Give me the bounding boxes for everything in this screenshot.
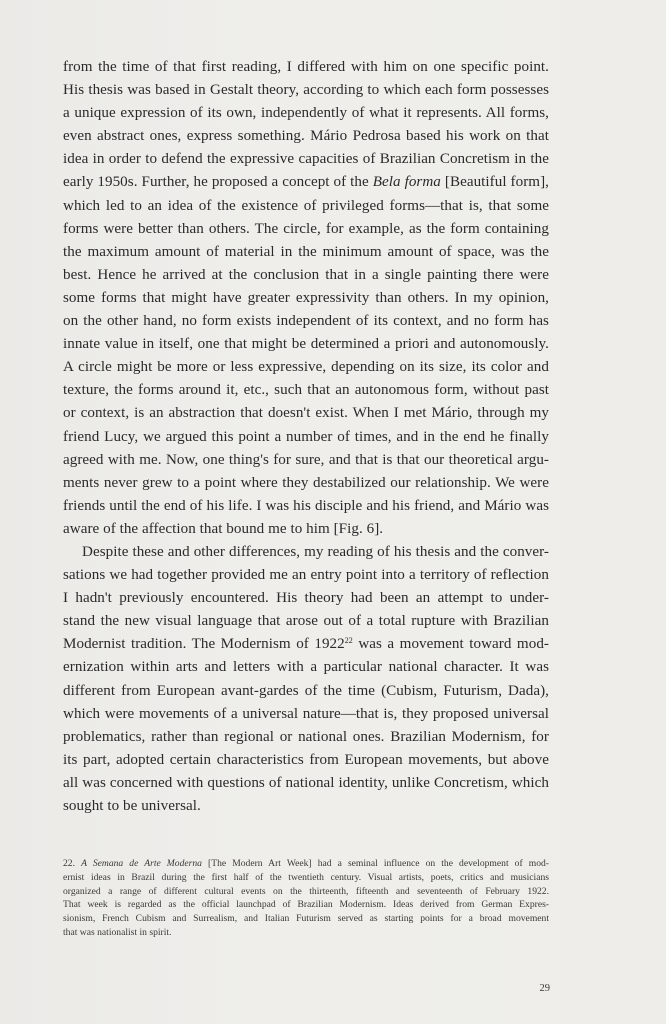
page-number: 29 — [539, 983, 550, 994]
text-line: best. Hence he arrived at the conclusion that in a single painting there were — [63, 266, 549, 283]
text-line: the maximum amount of material in the minimum amount of space, was the — [63, 243, 549, 260]
footnote-line — [63, 857, 549, 871]
paragraph-1 — [63, 56, 549, 541]
footnote-reference[interactable]: 22 — [344, 636, 353, 646]
text-line: some forms that might have greater expressivity than others. In my opinion, — [63, 289, 549, 306]
text-line: A circle might be more or less expressive, depending on its size, its color and — [63, 359, 549, 376]
footnote-number: 22. — [63, 858, 75, 869]
text-line: even abstract ones, express something. Mário Pedrosa based his work on that — [63, 128, 549, 145]
text-line: a unique expression of its own, independently of what it represents. All forms, — [63, 105, 549, 122]
text-line: ernization within arts and letters with a particular national character. It was — [63, 659, 549, 676]
text-line: friend Lucy, we argued this point a number of times, and in the end he finally — [63, 428, 549, 445]
text-line: His thesis was based in Gestalt theory, according to which each form possesses — [63, 82, 549, 99]
footnote-line: ernist ideas in Brazil during the first half of the twentieth century. Visual artists, poets, critics and musicians — [63, 871, 549, 883]
text-line: I hadn't previously encountered. His theory had been an attempt to under- — [63, 590, 549, 607]
text-line: its part, adopted certain characteristics from European movements, but above — [63, 751, 549, 768]
text-line: or context, is an abstraction that doesn't exist. When I met Mário, through my — [63, 405, 549, 422]
text-run: early 1950s. Further, he proposed a concept of the — [63, 174, 373, 191]
text-line — [63, 171, 549, 194]
text-line: idea in order to defend the expressive capacities of Brazilian Concretism in the — [63, 151, 549, 168]
text-line: Despite these and other differences, my reading of his thesis and the conver- — [82, 543, 549, 560]
text-line: sought to be universal. — [63, 798, 201, 814]
text-line: sations we had together provided me an entry point into a territory of reflection — [63, 567, 549, 584]
main-text — [63, 56, 549, 818]
text-line: different from European avant-gardes of the time (Cubism, Futurism, Dada), — [63, 682, 549, 699]
footnote-line: sionism, French Cubism and Surrealism, and Italian Futurism served as starting points for a broad movement — [63, 913, 549, 925]
footnote-line: that was nationalist in spirit. — [63, 926, 172, 938]
footnote-line: That week is regarded as the official launchpad of Brazilian Modernism. Ideas derived from German Expres- — [63, 899, 549, 911]
text-line: stand the new visual language that arose out of a total rupture with Brazilian — [63, 613, 549, 630]
footnote-title: A Semana de Arte Moderna — [81, 858, 202, 869]
text-line: on the other hand, no form exists independent of its context, and no form has — [63, 313, 549, 330]
text-run: Modernist tradition. The Modernism of 1922 — [63, 636, 345, 653]
text-line: innate value in itself, one that might be determined a priori and autonomously. — [63, 336, 549, 353]
text-line: from the time of that first reading, I differed with him on one specific point. — [63, 59, 549, 75]
footnote-22 — [63, 857, 549, 940]
footnote-line: organized a range of different cultural events on the thirteenth, fifteenth and seventeenth of February 1922. — [63, 885, 549, 897]
italic-term: Bela forma — [372, 174, 441, 191]
text-line: agreed with me. Now, one thing's for sure, and that is that our theoretical argu- — [63, 451, 549, 468]
text-line: forms were better than others. The circle, for example, as the form containing — [63, 220, 549, 237]
text-line — [63, 633, 549, 656]
text-line: ments never grew to a point where they destabilized our relationship. We were — [63, 474, 549, 491]
text-line: aware of the affection that bound me to him [Fig. 6]. — [63, 520, 384, 537]
text-line: which were movements of a universal nature—that is, they proposed universal — [63, 705, 549, 722]
text-run: [Beautiful form], — [440, 174, 549, 191]
text-line: which led to an idea of the existence of privileged forms—that is, that some — [63, 197, 549, 214]
paragraph-2 — [63, 541, 549, 818]
text-run: was a movement toward mod- — [352, 636, 549, 653]
text-line: all was concerned with questions of national identity, unlike Concretism, which — [63, 774, 549, 791]
text-run: [The Modern Art Week] had a seminal influence on the development of mod- — [201, 858, 549, 869]
text-line: friends until the end of his life. I was his disciple and his friend, and Mário was — [63, 497, 549, 514]
text-line: problematics, rather than regional or national ones. Brazilian Modernism, for — [63, 728, 549, 745]
text-line: texture, the forms around it, etc., such that an autonomous form, without past — [63, 382, 549, 399]
